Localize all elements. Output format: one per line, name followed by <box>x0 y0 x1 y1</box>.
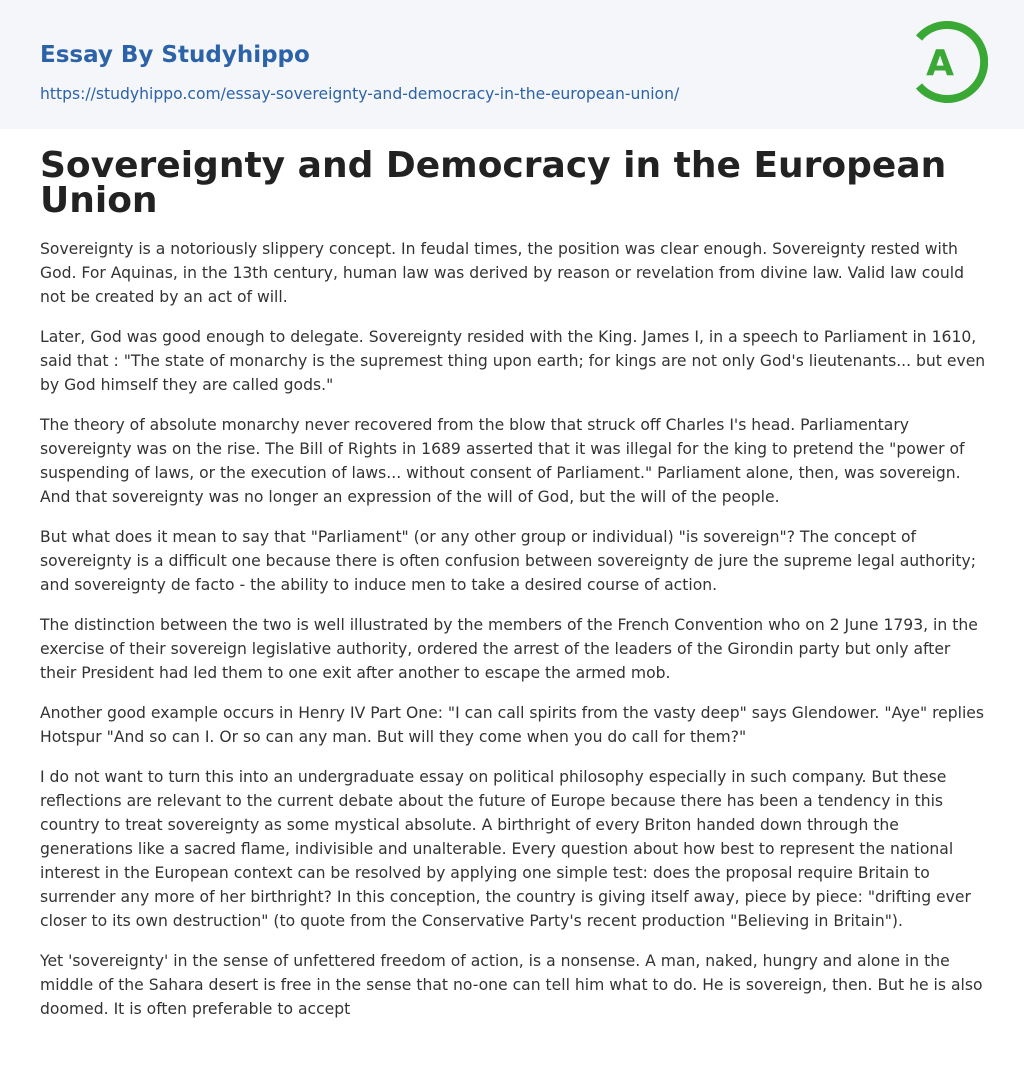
site-brand[interactable]: Essay By Studyhippo <box>40 42 310 68</box>
article-title: Sovereignty and Democracy in the European Union <box>40 145 947 221</box>
paragraph: But what does it mean to say that "Parliament" (or any other group or individual) "is sovereign"? The concept of sovereignty is a difficult one because there is often confusion between sovereignty de jure the supreme legal authority; and sovereignty de facto - the ability to induce men to take a desired course of action. <box>40 528 977 594</box>
essay-url-link[interactable]: https://studyhippo.com/essay-sovereignty-and-democracy-in-the-european-union/ <box>40 85 680 103</box>
paragraph: Another good example occurs in Henry IV Part One: "I can call spirits from the vasty deep" says Glendower. "Aye" replies Hotspur "And so can I. Or so can any man. But will they come when you do call for them?" <box>40 704 985 746</box>
article-body <box>40 145 986 1037</box>
logo-letter: A <box>926 43 954 84</box>
site-header <box>0 0 1024 129</box>
paragraph: The theory of absolute monarchy never recovered from the blow that struck off Charles I's head. Parliamentary sovereignty was on the rise. The Bill of Rights in 1689 asserted that it was illegal for the king to pretend the "power of suspending of laws, or the execution of laws... without consent of Parliament." Parliament alone, then, was sovereign. And that sovereignty was no longer an expression of the will of God, but the will of the people. <box>40 416 965 506</box>
paragraph: Later, God was good enough to delegate. Sovereignty resided with the King. James I, in a speech to Parliament in 1610, said that : "The state of monarchy is the supremest thing upon earth; for kings are not only God's lieutenants... but even by God himself they are called gods." <box>40 328 986 394</box>
paragraph: Yet 'sovereignty' in the sense of unfettered freedom of action, is a nonsense. A man, naked, hungry and alone in the middle of the Sahara desert is free in the sense that no-one can tell him what to do. He is sovereign, then. But he is also doomed. It is often preferable to accept <box>40 952 983 1018</box>
paragraph: The distinction between the two is well illustrated by the members of the French Convention who on 2 June 1793, in the exercise of their sovereign legislative authority, ordered the arrest of the leaders of the Girondin party but only after their President had led them to one exit after another to escape the armed mob. <box>40 616 978 682</box>
paragraph: Sovereignty is a notoriously slippery concept. In feudal times, the position was clear enough. Sovereignty rested with God. For Aquinas, in the 13th century, human law was derived by reason or revelation from divine law. Valid law could not be created by an act of will. <box>40 240 964 306</box>
studyhippo-logo-icon[interactable] <box>910 18 988 106</box>
paragraph: I do not want to turn this into an undergraduate essay on political philosophy especially in such company. But these reflections are relevant to the current debate about the future of Europe because there has been a tendency in this country to treat sovereignty as some mystical absolute. A birthright of every Briton handed down through the generations like a sacred flame, indivisible and unalterable. Every question about how best to represent the national interest in the European context can be resolved by applying one simple test: does the proposal require Britain to surrender any more of her birthright? In this conception, the country is giving itself away, piece by piece: "drifting ever closer to its own destruction" (to quote from the Conservative Party's recent production "Believing in Britain"). <box>40 768 971 930</box>
